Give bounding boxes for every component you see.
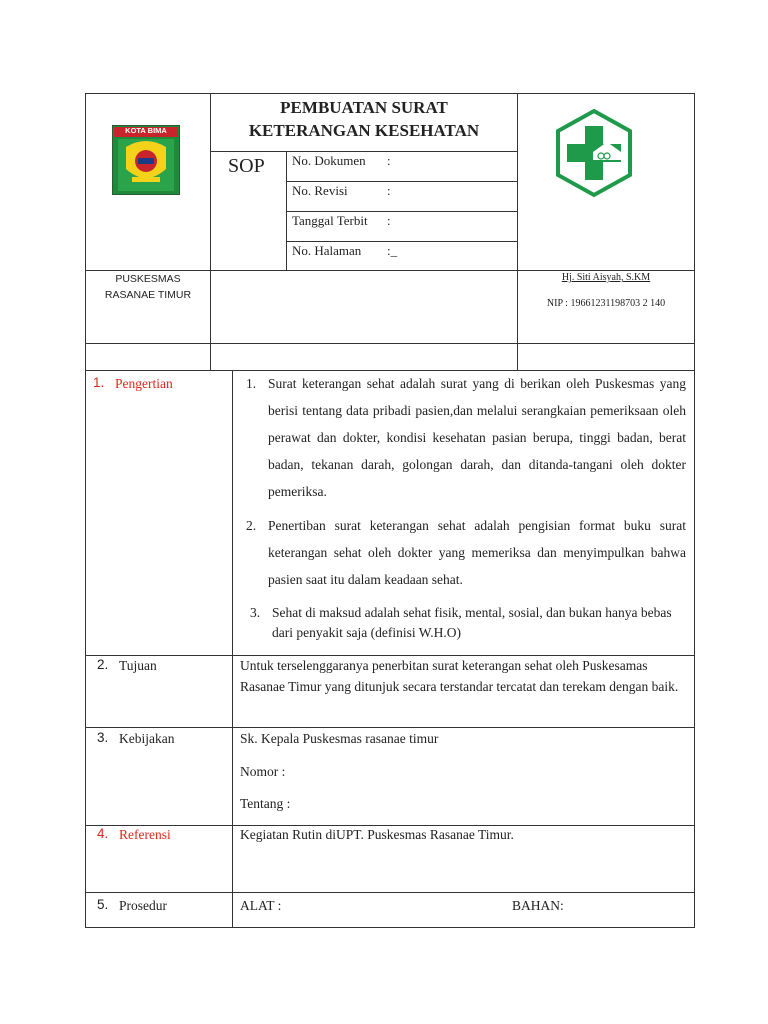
title-line-2: KETERANGAN KESEHATAN — [248, 121, 480, 140]
section-divider — [85, 825, 695, 826]
org-line-1: PUSKESMAS — [115, 273, 181, 285]
organization-name — [86, 271, 210, 303]
pengertian-item-1-text: Surat keterangan sehat adalah surat yang di berikan oleh Puskesmas yang berisi tentang data pribadi pasien,dan melalui serangkaian pemeriksaan oleh perawat dan dokter, kondisi kesehatan pasian berupa, tinggi badan, berat badan, tekanan darah, golongan darah, dan ditanda-tangani oleh dokter pemeriksa. — [268, 376, 686, 499]
field-tanggal-terbit-value: : — [387, 213, 391, 228]
field-no-halaman-label: No. Halaman — [292, 243, 362, 258]
section-divider — [85, 727, 695, 728]
kebijakan-tentang: Tentang : — [240, 796, 291, 811]
pengertian-item-2-text: Penertiban surat keterangan sehat adalah pengisian format buku surat keterangan sehat oleh dokter yang memeriksa dan menyimpulkan bahwa pasien saat itu dalam keadaan sehat. — [268, 518, 686, 587]
prosedur-bahan: BAHAN: — [512, 898, 564, 913]
section-prosedur-number: 5. — [97, 897, 109, 912]
field-divider — [286, 211, 518, 212]
field-no-revisi-label: No. Revisi — [292, 183, 348, 198]
section-pengertian-label: Pengertian — [115, 376, 173, 391]
section-kebijakan-label: Kebijakan — [119, 731, 175, 746]
pengertian-item-3-text: Sehat di maksud adalah sehat fisik, mental, sosial, dan bukan hanya bebas dari penyakit saja (definisi W.H.O) — [272, 605, 672, 640]
sop-col-divider — [286, 151, 287, 271]
section-pengertian-number: 1. — [93, 375, 105, 390]
signer-row-divider — [85, 343, 695, 344]
signer-nip: NIP : 19661231198703 2 140 — [546, 298, 666, 309]
signer-name: Hj. Siti Aisyah, S.KM — [561, 272, 651, 283]
section-tujuan-number: 2. — [97, 657, 109, 672]
sop-label: SOP — [228, 155, 265, 177]
header-col-divider — [517, 93, 518, 371]
table-border-top — [85, 93, 695, 94]
org-line-2: RASANAE TIMUR — [104, 289, 192, 301]
table-border-bottom — [85, 927, 695, 928]
pengertian-item-2-number: 2. — [246, 518, 257, 533]
title-divider — [210, 151, 518, 152]
document-title — [211, 96, 517, 142]
section-label-divider — [232, 370, 233, 928]
section-referensi-text: Kegiatan Rutin diUPT. Puskesmas Rasanae Timur. — [240, 827, 514, 842]
kebijakan-nomor: Nomor : — [240, 764, 286, 779]
logo-lettering: KOTA BIMA — [125, 126, 167, 135]
section-tujuan-label: Tujuan — [119, 658, 157, 673]
section-referensi-label: Referensi — [119, 827, 171, 842]
table-border-right — [694, 93, 695, 928]
puskesmas-logo — [555, 108, 633, 198]
pengertian-item-1-number: 1. — [246, 376, 257, 391]
field-no-dokumen-value: : — [387, 153, 391, 168]
field-divider — [286, 241, 518, 242]
kota-bima-logo — [112, 125, 180, 195]
field-no-halaman-value: :_ — [387, 243, 398, 258]
section-kebijakan-number: 3. — [97, 730, 109, 745]
table-border-left — [85, 93, 86, 928]
field-tanggal-terbit-label: Tanggal Terbit — [292, 213, 368, 228]
section-referensi-number: 4. — [97, 826, 109, 841]
section-tujuan-text: Untuk terselenggaranya penerbitan surat keterangan sehat oleh Puskesamas Rasanae Timur yang ditunjuk secara terstandar tercatat dan terekam dengan baik. — [240, 658, 679, 694]
prosedur-alat: ALAT : — [240, 898, 282, 913]
field-no-revisi-value: : — [387, 183, 391, 198]
title-line-1: PEMBUATAN SURAT — [280, 98, 448, 117]
section-prosedur-label: Prosedur — [119, 898, 167, 913]
section-divider — [85, 892, 695, 893]
pengertian-item-3-number: 3. — [250, 605, 261, 620]
kebijakan-sk: Sk. Kepala Puskesmas rasanae timur — [240, 731, 439, 746]
field-divider — [286, 181, 518, 182]
field-no-dokumen-label: No. Dokumen — [292, 153, 366, 168]
